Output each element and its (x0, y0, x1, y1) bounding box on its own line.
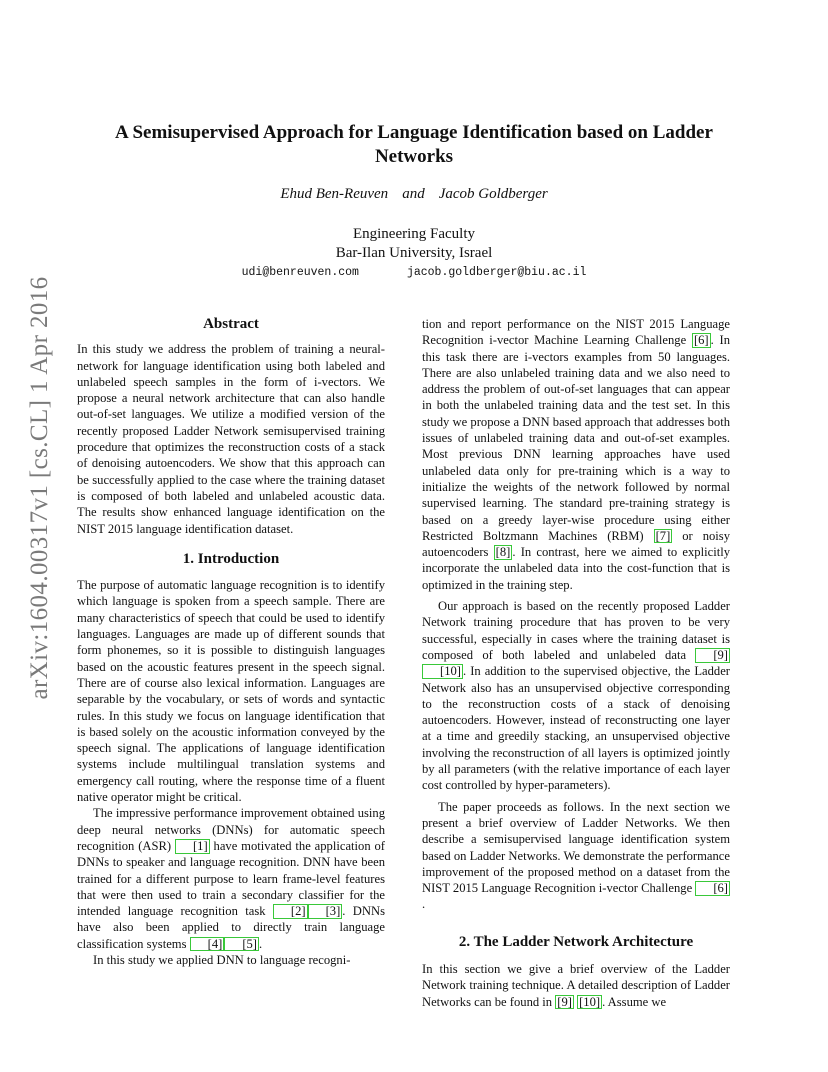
body-paragraph: The purpose of automatic language recognition is to identify which language is spoken from a speech sample. There are many characteristics of speech that could be used to identify languages. Languages are made up of different sounds that form phonemes, so it is possible to distinguish languages based on the acoustic features present in the speech signal. There are of course also lexical information. Languages are separable by the vocabulary, or sets of words and syntactic rules. In this study we focus on language identification that is based solely on the acoustic information conveyed by the speech signal. The applications of language identification systems include multilingual translation systems and emergency call routing, where the response time of a fluent native operator might be critical. (77, 578, 385, 805)
citation-link[interactable]: [8] (495, 545, 511, 560)
citation-link[interactable]: [6] (695, 881, 730, 896)
introduction-heading: 1. Introduction (182, 550, 280, 567)
abstract-heading: Abstract (203, 316, 259, 332)
citation-link[interactable]: [2] (273, 904, 308, 919)
body-paragraph: In this section we give a brief overview of the Ladder Network training technique. A detailed description of Ladder Networks can be found in [9] [10] . Assume we (422, 961, 730, 1009)
ladder-network-heading: 2. The Ladder Network Architecture (458, 933, 694, 950)
citation-link[interactable]: [7] (655, 528, 671, 543)
author-name: Jacob Goldberger (438, 186, 548, 202)
title-line-1: A Semisupervised Approach for Language Identification based on Ladder (115, 122, 713, 143)
right-column (422, 316, 730, 1010)
title-line-2: Networks (374, 146, 454, 167)
affiliation-faculty: Engineering Faculty (352, 226, 476, 242)
left-column (77, 312, 385, 968)
arxiv-identifier-stamp: arXiv:1604.00317v1 [cs.CL] 1 Apr 2016 (26, 276, 53, 700)
author-name: Ehud Ben-Reuven (280, 186, 389, 202)
body-paragraph: In this study we applied DNN to language recogni- (93, 952, 351, 967)
body-paragraph: The paper proceeds as follows. In the next section we present a brief overview of Ladder Networks. We then describe a semisupervised language identification system based on Ladder Networks. We demonstrate the performance improvement of the proposed method on a dataset from the NIST 2015 Language Recognition i-vector Challenge [6]. (422, 799, 730, 912)
citation-link[interactable]: [9] (695, 648, 730, 663)
citation-link[interactable]: [10] (422, 664, 463, 679)
affiliation-university: Bar-Ilan University, Israel (335, 245, 493, 261)
citation-link[interactable]: [9] (557, 994, 572, 1009)
paper-title (80, 121, 748, 169)
citation-link[interactable]: [6] (693, 333, 709, 348)
citation-link[interactable]: [10] (579, 994, 601, 1009)
citation-link[interactable]: [3] (308, 904, 343, 919)
email-address[interactable]: udi@benreuven.com (241, 266, 359, 279)
author-separator: and (402, 186, 425, 202)
body-paragraph: The impressive performance improvement obtained using deep neural networks (DNNs) for automatic speech recognition (ASR) [1] have motivated the application of DNNs to speaker and language recognition. DNN have been trained for a different purpose to learn frame-level features that were then used to train a secondary classifier for the intended language recognition task [2] [3] . DNNs have also been applied to directly train language classification systems [4] [5] . (77, 806, 385, 951)
citation-link[interactable]: [5] (224, 937, 259, 952)
body-paragraph: Our approach is based on the recently proposed Ladder Network training procedure that has proven to be very successful, especially in cases where the training dataset is composed of both labeled and unlabeled data [9] [10] . In addition to the supervised objective, the Ladder Network also has an unsupervised objective corresponding to the reconstruction costs of a stack of denoising autoencoders. However, instead of reconstructing one layer at a time and greedily stacking, an unsupervised objective involving the reconstruction of all layers is optimized jointly by all parameters (with the relative importance of each layer cost controlled by hyper-parameters). (422, 599, 730, 793)
citation-link[interactable]: [1] (175, 839, 210, 854)
abstract-paragraph: In this study we address the problem of training a neural-network for language identification using both labeled and unlabeled speech samples in the form of i-vectors. We propose a neural network architecture that can also handle out-of-set languages. We utilize a modified version of the recently proposed Ladder Network semisupervised training procedure that optimizes the reconstruction costs of a stack of denoising autoencoders. We show that this approach can be successfully applied to the case where the training dataset is composed of both labeled and unlabeled acoustic data. The results show enhanced language identification on the NIST 2015 language identification dataset. (77, 342, 385, 536)
email-address[interactable]: jacob.goldberger@biu.ac.il (406, 266, 587, 279)
author-line (80, 186, 748, 203)
citation-link[interactable]: [4] (190, 937, 225, 952)
body-paragraph: tion and report performance on the NIST 2015 Language Recognition i-vector Machine Learning Challenge [6] . In this task there are i-vectors examples from 50 languages. There are also unlabeled training data and we also need to address the problem of out-of-set languages that can appear in both the unlabeled training data and the test set. In this study we propose a DNN based approach that addresses both issues of unlabeled training data and out-of-set examples. Most previous DNN learning approaches have used unlabeled data only for pre-training which is a way to initialize the weights of the network followed by normal supervised learning. The standard pre-training strategy is based on a greedy layer-wise procedure using either Restricted Boltzmann Machines (RBM) [7] or noisy autoencoders [8] . In contrast, here we aimed to explicitly incorporate the unlabeled data into the cost-function that is optimized in the training step. (422, 317, 730, 592)
author-emails (80, 266, 748, 279)
